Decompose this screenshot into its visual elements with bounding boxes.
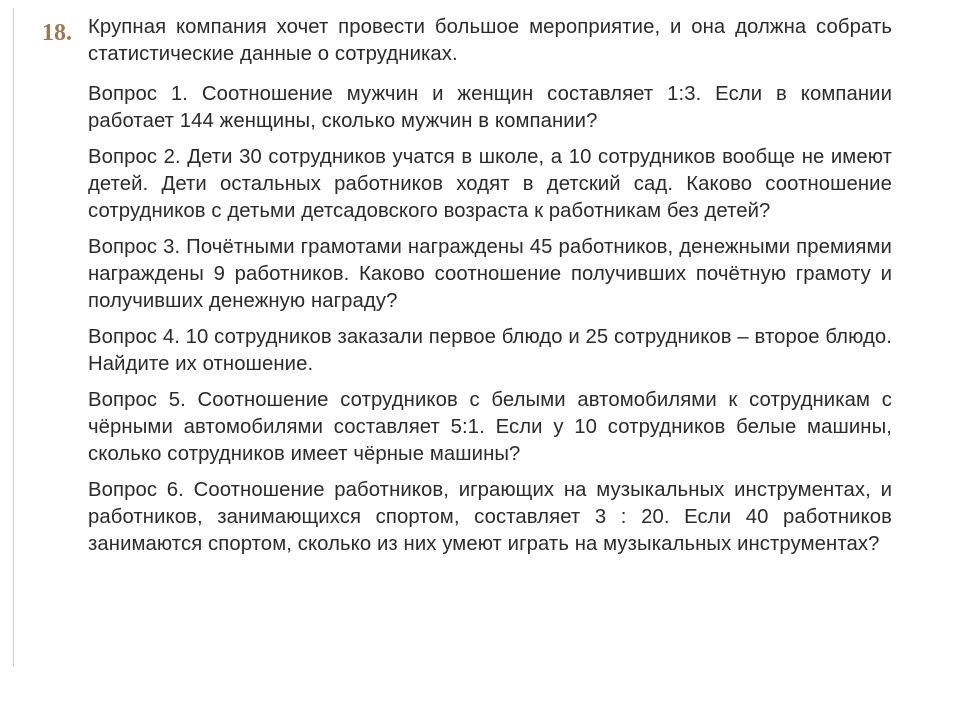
problem-body [88, 14, 892, 567]
question-5: Вопрос 5. Соотношение сотрудников с белыми автомобилями к сотрудникам с чёрными автомобилями составляет 5:1. Если у 10 сотрудников белые машины, сколько сотрудников имеет чёрные машины? [88, 389, 892, 465]
question-6: Вопрос 6. Соотношение работников, играющих на музыкальных инструментах, и работников, занимающихся спортом, составляет 3 : 20. Если 40 работников занимаются спортом, сколько из них умеют играть на музыкальных инструментах? [88, 479, 892, 555]
problem-number: 18. [42, 20, 72, 46]
problem-intro: Крупная компания хочет провести большое мероприятие, и она должна собрать статистические данные о сотрудниках. [88, 16, 892, 65]
page-margin-rule [13, 8, 14, 666]
question-2: Вопрос 2. Дети 30 сотрудников учатся в школе, а 10 сотрудников вообще не имеют детей. Дети остальных работников ходят в детский сад. Каково соотношение сотрудников с детьми детсадовского возраста к работникам без детей? [88, 146, 892, 222]
question-3: Вопрос 3. Почётными грамотами награждены 45 работников, денежными премиями награждены 9 работников. Каково соотношение получивших почётную грамоту и получивших денежную награду? [88, 236, 892, 312]
question-1: Вопрос 1. Соотношение мужчин и женщин составляет 1:3. Если в компании работает 144 женщины, сколько мужчин в компании? [88, 83, 892, 132]
question-4: Вопрос 4. 10 сотрудников заказали первое блюдо и 25 сотрудников – второе блюдо. Найдите их отношение. [88, 326, 893, 375]
